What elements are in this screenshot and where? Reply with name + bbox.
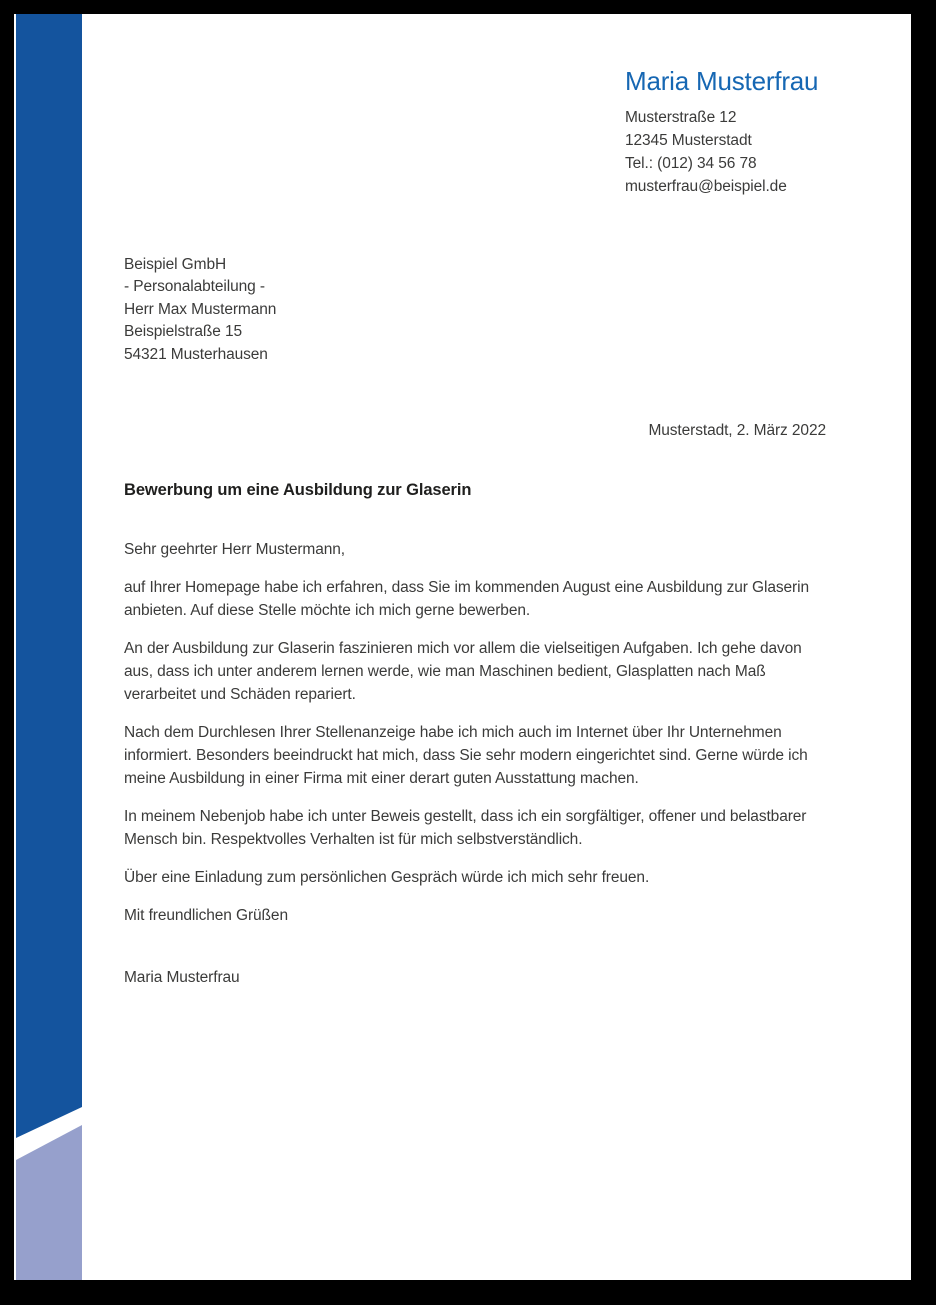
sender-email: musterfrau@beispiel.de: [625, 178, 787, 195]
recipient-city: 54321 Musterhausen: [124, 345, 268, 363]
recipient-company: Beispiel GmbH: [124, 256, 227, 273]
signature-name: Maria Musterfrau: [124, 969, 240, 986]
letter-body: [124, 538, 828, 1004]
paragraph-motivation: An der Ausbildung zur Glaserin faszinieren mich vor allem die vielseitigen Aufgaben. Ich gehe davon aus, dass ich unter anderem lernen werde, wie man Maschinen bedient, Glasplatten nach Maß verarbeitet und Schäden repariert.: [124, 640, 802, 703]
recipient-street: Beispielstraße 15: [124, 323, 243, 341]
accent-stripe-dark-blue: [16, 14, 82, 1138]
sender-name: Maria Musterfrau: [625, 66, 819, 96]
sender-block: [625, 66, 895, 198]
recipient-department: - Personalabteilung -: [124, 278, 265, 296]
salutation: Sehr geehrter Herr Mustermann,: [124, 541, 345, 558]
paragraph-company: Nach dem Durchlesen Ihrer Stellenanzeige habe ich mich auch im Internet über Ihr Unternehmen informiert. Besonders beeindruckt hat mich, dass Sie sehr modern eingerichtet sind. Gerne würde ich meine Ausbildung in einer Firma mit einer derart guten Ausstattung machen.: [124, 724, 808, 787]
sender-phone: Tel.: (012) 34 56 78: [625, 155, 757, 172]
paragraph-intro: auf Ihrer Homepage habe ich erfahren, dass Sie im kommenden August eine Ausbildung zur Glaserin anbieten. Auf diese Stelle möchte ich mich gerne bewerben.: [124, 579, 809, 619]
recipient-contact-person: Herr Max Mustermann: [124, 300, 277, 318]
recipient-block: [124, 254, 276, 366]
closing-phrase: Mit freundlichen Grüßen: [124, 907, 288, 924]
paragraph-strengths: In meinem Nebenjob habe ich unter Beweis gestellt, dass ich ein sorgfältiger, offener und belastbarer Mensch bin. Respektvolles Verhalten ist für mich selbstverständlich.: [124, 808, 807, 848]
sender-city: 12345 Musterstadt: [625, 132, 752, 149]
sender-street: Musterstraße 12: [625, 109, 737, 126]
letter-page: [14, 14, 911, 1280]
date-line: Musterstadt, 2. März 2022: [648, 422, 826, 439]
paragraph-invitation: Über eine Einladung zum persönlichen Gespräch würde ich mich sehr freuen.: [124, 869, 650, 886]
accent-stripe-lavender: [16, 1125, 82, 1280]
subject-line: Bewerbung um eine Ausbildung zur Glaserin: [124, 481, 472, 499]
